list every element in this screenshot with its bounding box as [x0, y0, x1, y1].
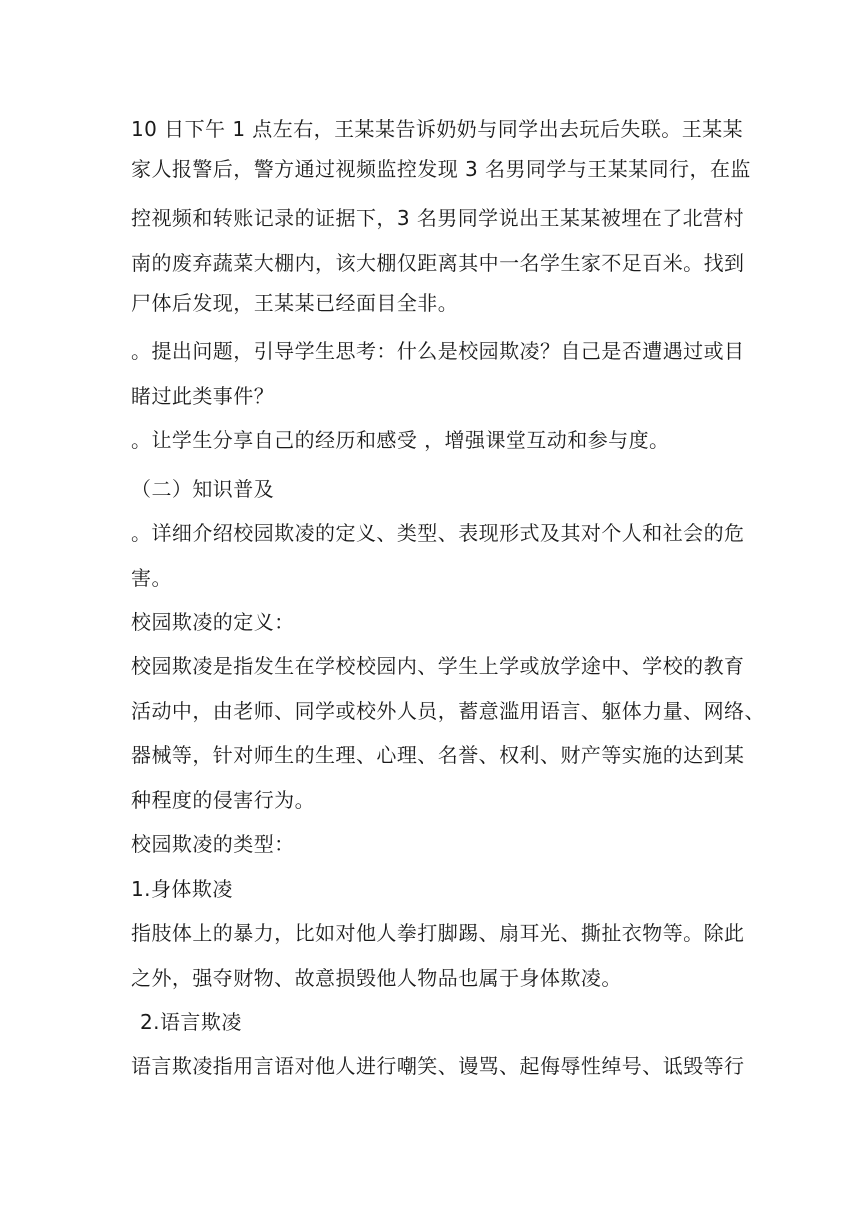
paragraph-line: 。让学生分享自己的经历和感受 ，增强课堂互动和参与度。 — [131, 428, 670, 452]
paragraph-line: 10 日下午 1 点左右，王某某告诉奶奶与同学出去玩后失联。王某某 — [131, 117, 744, 141]
list-item-heading: 2.语言欺凌 — [140, 1010, 242, 1034]
paragraph-line: 南的废弃蔬菜大棚内，该大棚仅距离其中一名学生家不足百米。找到 — [131, 251, 745, 275]
paragraph-line: 语言欺凌指用言语对他人进行嘲笑、谩骂、起侮辱性绰号、诋毁等行 — [131, 1054, 745, 1078]
paragraph-line: 。详细介绍校园欺凌的定义、类型、表现形式及其对个人和社会的危 — [131, 521, 745, 545]
subheading: 校园欺凌的定义： — [131, 610, 295, 634]
list-item-heading: 1.身体欺凌 — [131, 877, 233, 901]
paragraph-line: 控视频和转账记录的证据下，3 名男同学说出王某某被埋在了北营村 — [131, 206, 745, 230]
paragraph-line: 害。 — [131, 566, 172, 590]
paragraph-line: 种程度的侵害行为。 — [131, 788, 316, 812]
subheading: 校园欺凌的类型： — [131, 832, 295, 856]
paragraph-line: 睹过此类事件？ — [131, 384, 275, 408]
section-heading: （二）知识普及 — [131, 477, 275, 501]
paragraph-line: 校园欺凌是指发生在学校校园内、学生上学或放学途中、学校的教育 — [131, 654, 745, 678]
paragraph-line: 活动中，由老师、同学或校外人员，蓄意滥用语言、躯体力量、网络、 — [131, 699, 765, 723]
paragraph-line: 尸体后发现，王某某已经面目全非。 — [131, 291, 459, 315]
paragraph-line: 指肢体上的暴力，比如对他人拳打脚踢、扇耳光、撕扯衣物等。除此 — [131, 921, 745, 945]
paragraph-line: 家人报警后，警方通过视频监控发现 3 名男同学与王某某同行，在监 — [131, 157, 751, 181]
paragraph-line: 器械等，针对师生的生理、心理、名誉、权利、财产等实施的达到某 — [131, 743, 745, 767]
paragraph-line: 。提出问题，引导学生思考：什么是校园欺凌？自己是否遭遇过或目 — [131, 339, 745, 363]
paragraph-line: 之外，强夺财物、故意损毁他人物品也属于身体欺凌。 — [131, 966, 622, 990]
